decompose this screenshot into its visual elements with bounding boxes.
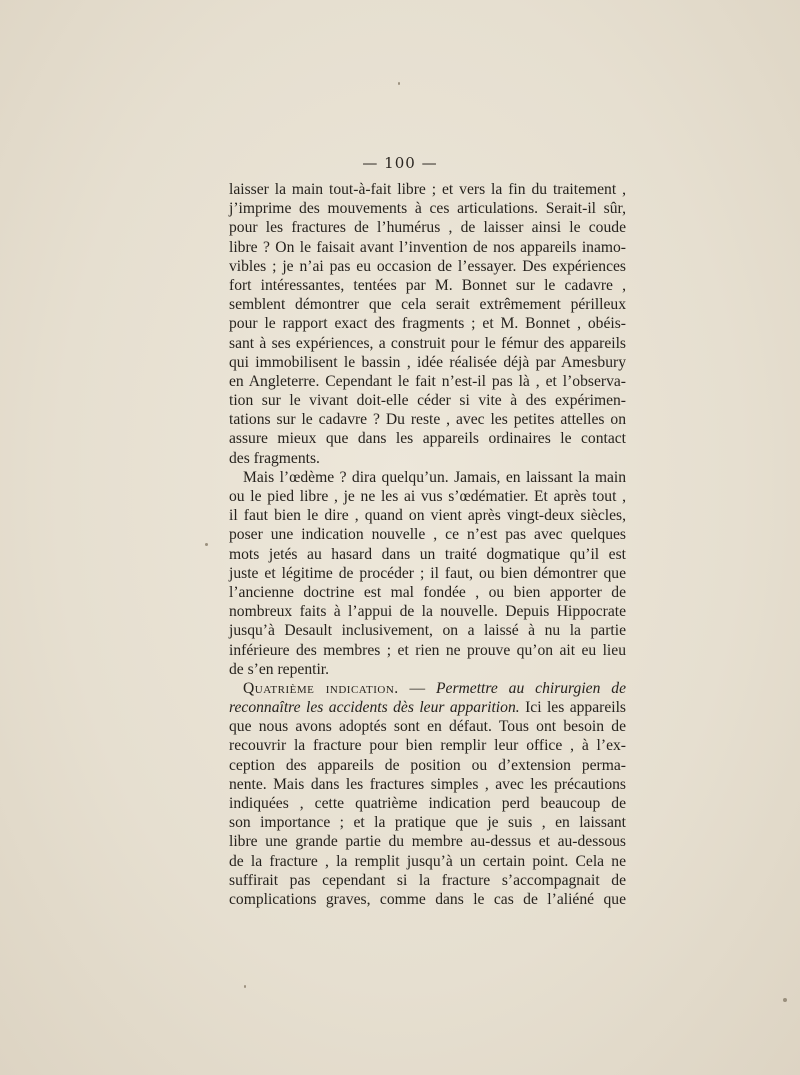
paper-speck [205,543,208,546]
heading-line [229,698,626,717]
text-line: qui immobilisent le bassin , idée réalisée déjà par Amesbury [229,353,626,371]
section-heading: Quatrième indication. [243,679,399,697]
text-run: Ici les appareils [519,699,626,717]
text-line: jusqu’à Desault inclusivement, on a laissé à nu la partie [229,622,626,640]
paper-speck [398,82,400,85]
paragraph [229,468,626,679]
text-line: pour le rapport exact des fragments ; et M. Bonnet , obéis- [229,315,626,333]
text-line: ception des appareils de position ou d’extension perma- [229,756,626,774]
text-line: laisser la main tout-à-fait libre ; et vers la fin du traitement , [229,181,626,198]
heading-italic: reconnaître les accidents dès leur apparition. [229,699,520,717]
text-line: Mais l’œdème ? dira quelqu’un. Jamais, en laissant la main [243,468,626,486]
text-line: il faut bien le dire , quand on vient après vingt-deux siècles, [229,507,626,525]
text-line: recouvrir la fracture pour bien remplir leur office , à l’ex- [229,737,626,755]
text-line: juste et légitime de procéder ; il faut, ou bien démontrer que [229,564,626,582]
text-line: pour les fractures de l’humérus , de laisser ainsi le coude [229,219,626,237]
text-line: indiquées , cette quatrième indication perd beaucoup de [229,795,626,812]
body-text [229,180,626,909]
heading-italic: Permettre au chirurgien de [436,679,626,697]
text-line: son importance ; et la pratique que je suis , en laissant [229,814,626,832]
text-line: de s’en repentir. [229,660,330,678]
text-line: suffirait pas cependant si la fracture s’accompagnait de [229,871,626,889]
text-line: j’imprime des mouvements à ces articulations. Serait-il sûr, [229,200,626,218]
text-line: sant à ses expériences, a construit pour le fémur des appareils [229,334,626,352]
paragraph [229,679,626,909]
text-line: ou le pied libre , je ne les ai vus s’œdématier. Et après tout , [229,488,626,505]
paper-speck [783,998,787,1002]
text-line: en Angleterre. Cependant le fait n’est-il pas là , et l’observa- [229,372,626,390]
text-line: nombreux faits à l’appui de la nouvelle. Depuis Hippocrate [229,603,626,621]
text-line: poser une indication nouvelle , ce n’est pas avec quelques [229,526,626,544]
text-line: nente. Mais dans les fractures simples , avec les précautions [229,775,626,793]
paper-speck [244,985,246,988]
paragraph [229,180,626,468]
heading-dash: — [398,679,437,697]
text-line: l’ancienne doctrine est mal fondée , ou bien apporter de [229,583,626,601]
text-line: libre une grande partie du membre au-dessus et au-dessous [229,833,626,851]
text-line: tations sur le cadavre ? Du reste , avec les petites attelles on [229,411,626,429]
text-line: inférieure des membres ; et rien ne prouve qu’on ait eu lieu [229,641,626,659]
text-line: fort intéressantes, tentées par M. Bonnet sur le cadavre , [229,276,626,294]
text-line: tion sur le vivant doit-elle céder si vite à des expérimen- [229,392,626,410]
text-line: libre ? On le faisait avant l’invention de nos appareils inamo- [229,238,626,256]
text-line: assure mieux que dans les appareils ordinaires le contact [229,430,626,448]
heading-line [229,679,626,698]
text-line: des fragments. [229,449,320,467]
text-line: semblent démontrer que cela serait extrêmement périlleux [229,296,626,314]
page-number: — 100 — [362,154,438,172]
text-line: mots jetés au hasard dans un traité dogmatique qu’il est [229,545,626,563]
text-line: de la fracture , la remplit jusqu’à un certain point. Cela ne [229,852,626,870]
text-line: que nous avons adoptés sont en défaut. Tous ont besoin de [229,718,626,736]
text-line: complications graves, comme dans le cas de l’aliéné que [229,890,626,908]
text-line: vibles ; je n’ai pas eu occasion de l’essayer. Des expériences [229,257,626,275]
